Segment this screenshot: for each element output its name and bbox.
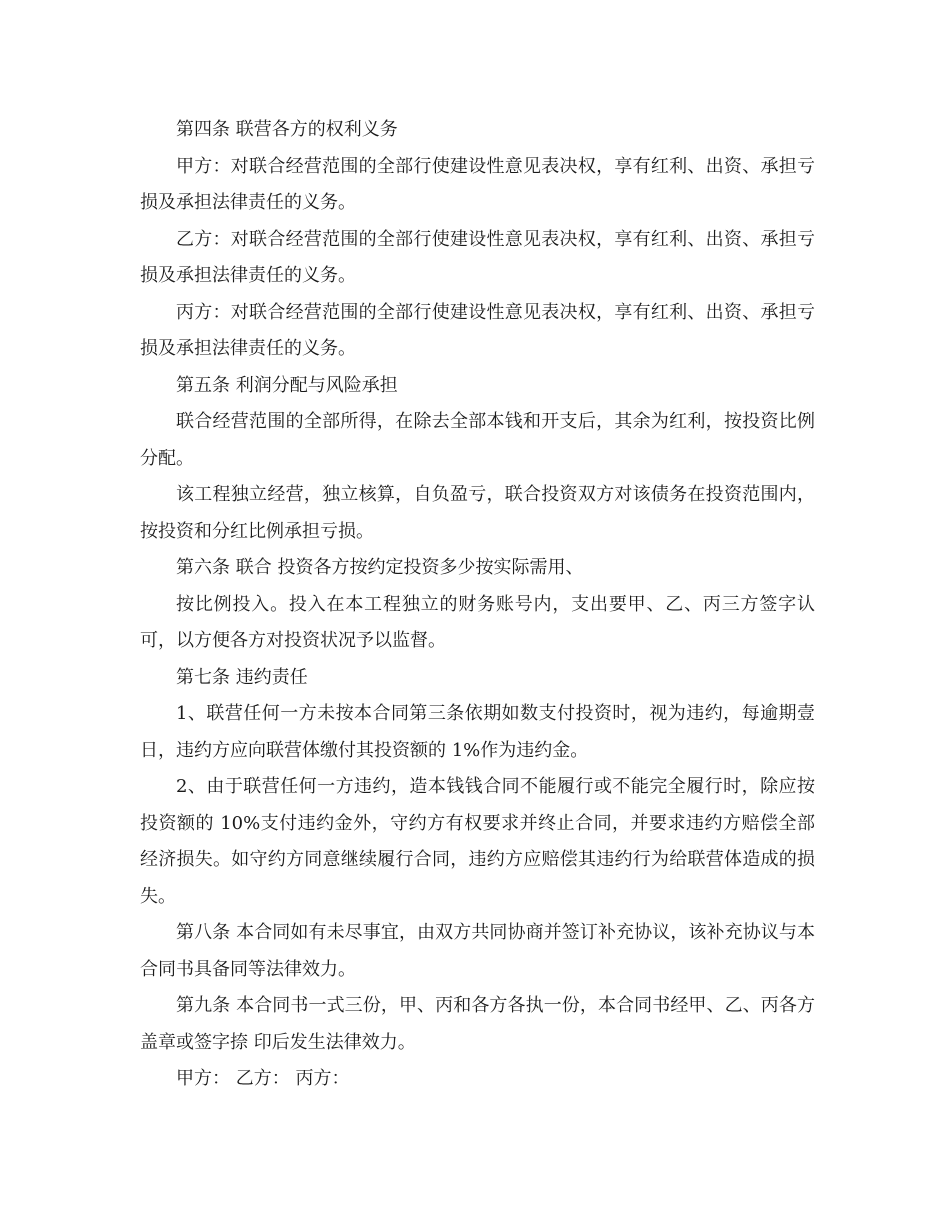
independent-accounting: 该工程独立经营，独立核算，自负盈亏，联合投资双方对该债务在投资范围内，按投资和分红比例承担亏损。 — [140, 484, 815, 542]
article-5-heading: 第五条 利润分配与风险承担 — [176, 374, 398, 396]
article-7-heading: 第七条 违约责任 — [176, 666, 308, 688]
party-c-rights: 丙方：对联合经营范围的全部行使建设性意见表决权，享有红利、出资、承担亏损及承担法律责任的义务。 — [140, 301, 815, 359]
breach-clause-2: 2、由于联营任何一方违约，造本钱钱合同不能履行或不能完全履行时，除应按投资额的 10%支付违约金外，守约方有权要求并终止合同，并要求违约方赔偿全部经济损失。如守约方同意继续履行合同，违约方应赔偿其违约行为给联营体造成的损失。 — [140, 776, 815, 907]
investment-proportion: 按比例投入。投入在本工程独立的财务账号内，支出要甲、乙、丙三方签字认可，以方便各方对投资状况予以监督。 — [140, 593, 815, 651]
article-9: 第九条 本合同书一式三份，甲、丙和各方各执一份，本合同书经甲、乙、丙各方盖章或签字捺 印后发生法律效力。 — [140, 995, 815, 1053]
party-b-rights: 乙方：对联合经营范围的全部行使建设性意见表决权，享有红利、出资、承担亏损及承担法律责任的义务。 — [140, 228, 815, 286]
article-8: 第八条 本合同如有未尽事宜，由双方共同协商并签订补充协议，该补充协议与本合同书具备同等法律效力。 — [140, 922, 815, 980]
article-6-heading: 第六条 联合 投资各方按约定投资多少按实际需用、 — [176, 557, 584, 578]
breach-clause-1: 1、联营任何一方未按本合同第三条依期如数支付投资时，视为违约，每逾期壹日，违约方应向联营体缴付其投资额的 1%作为违约金。 — [140, 703, 815, 761]
signature-line: 甲方： 乙方： 丙方： — [176, 1068, 350, 1089]
article-4-heading: 第四条 联营各方的权利义务 — [176, 119, 398, 140]
party-a-rights: 甲方：对联合经营范围的全部行使建设性意见表决权，享有红利、出资、承担亏损及承担法律责任的义务。 — [140, 155, 815, 213]
document-page — [140, 112, 815, 1098]
profit-distribution: 联合经营范围的全部所得，在除去全部本钱和开支后，其余为红利，按投资比例分配。 — [140, 411, 815, 469]
